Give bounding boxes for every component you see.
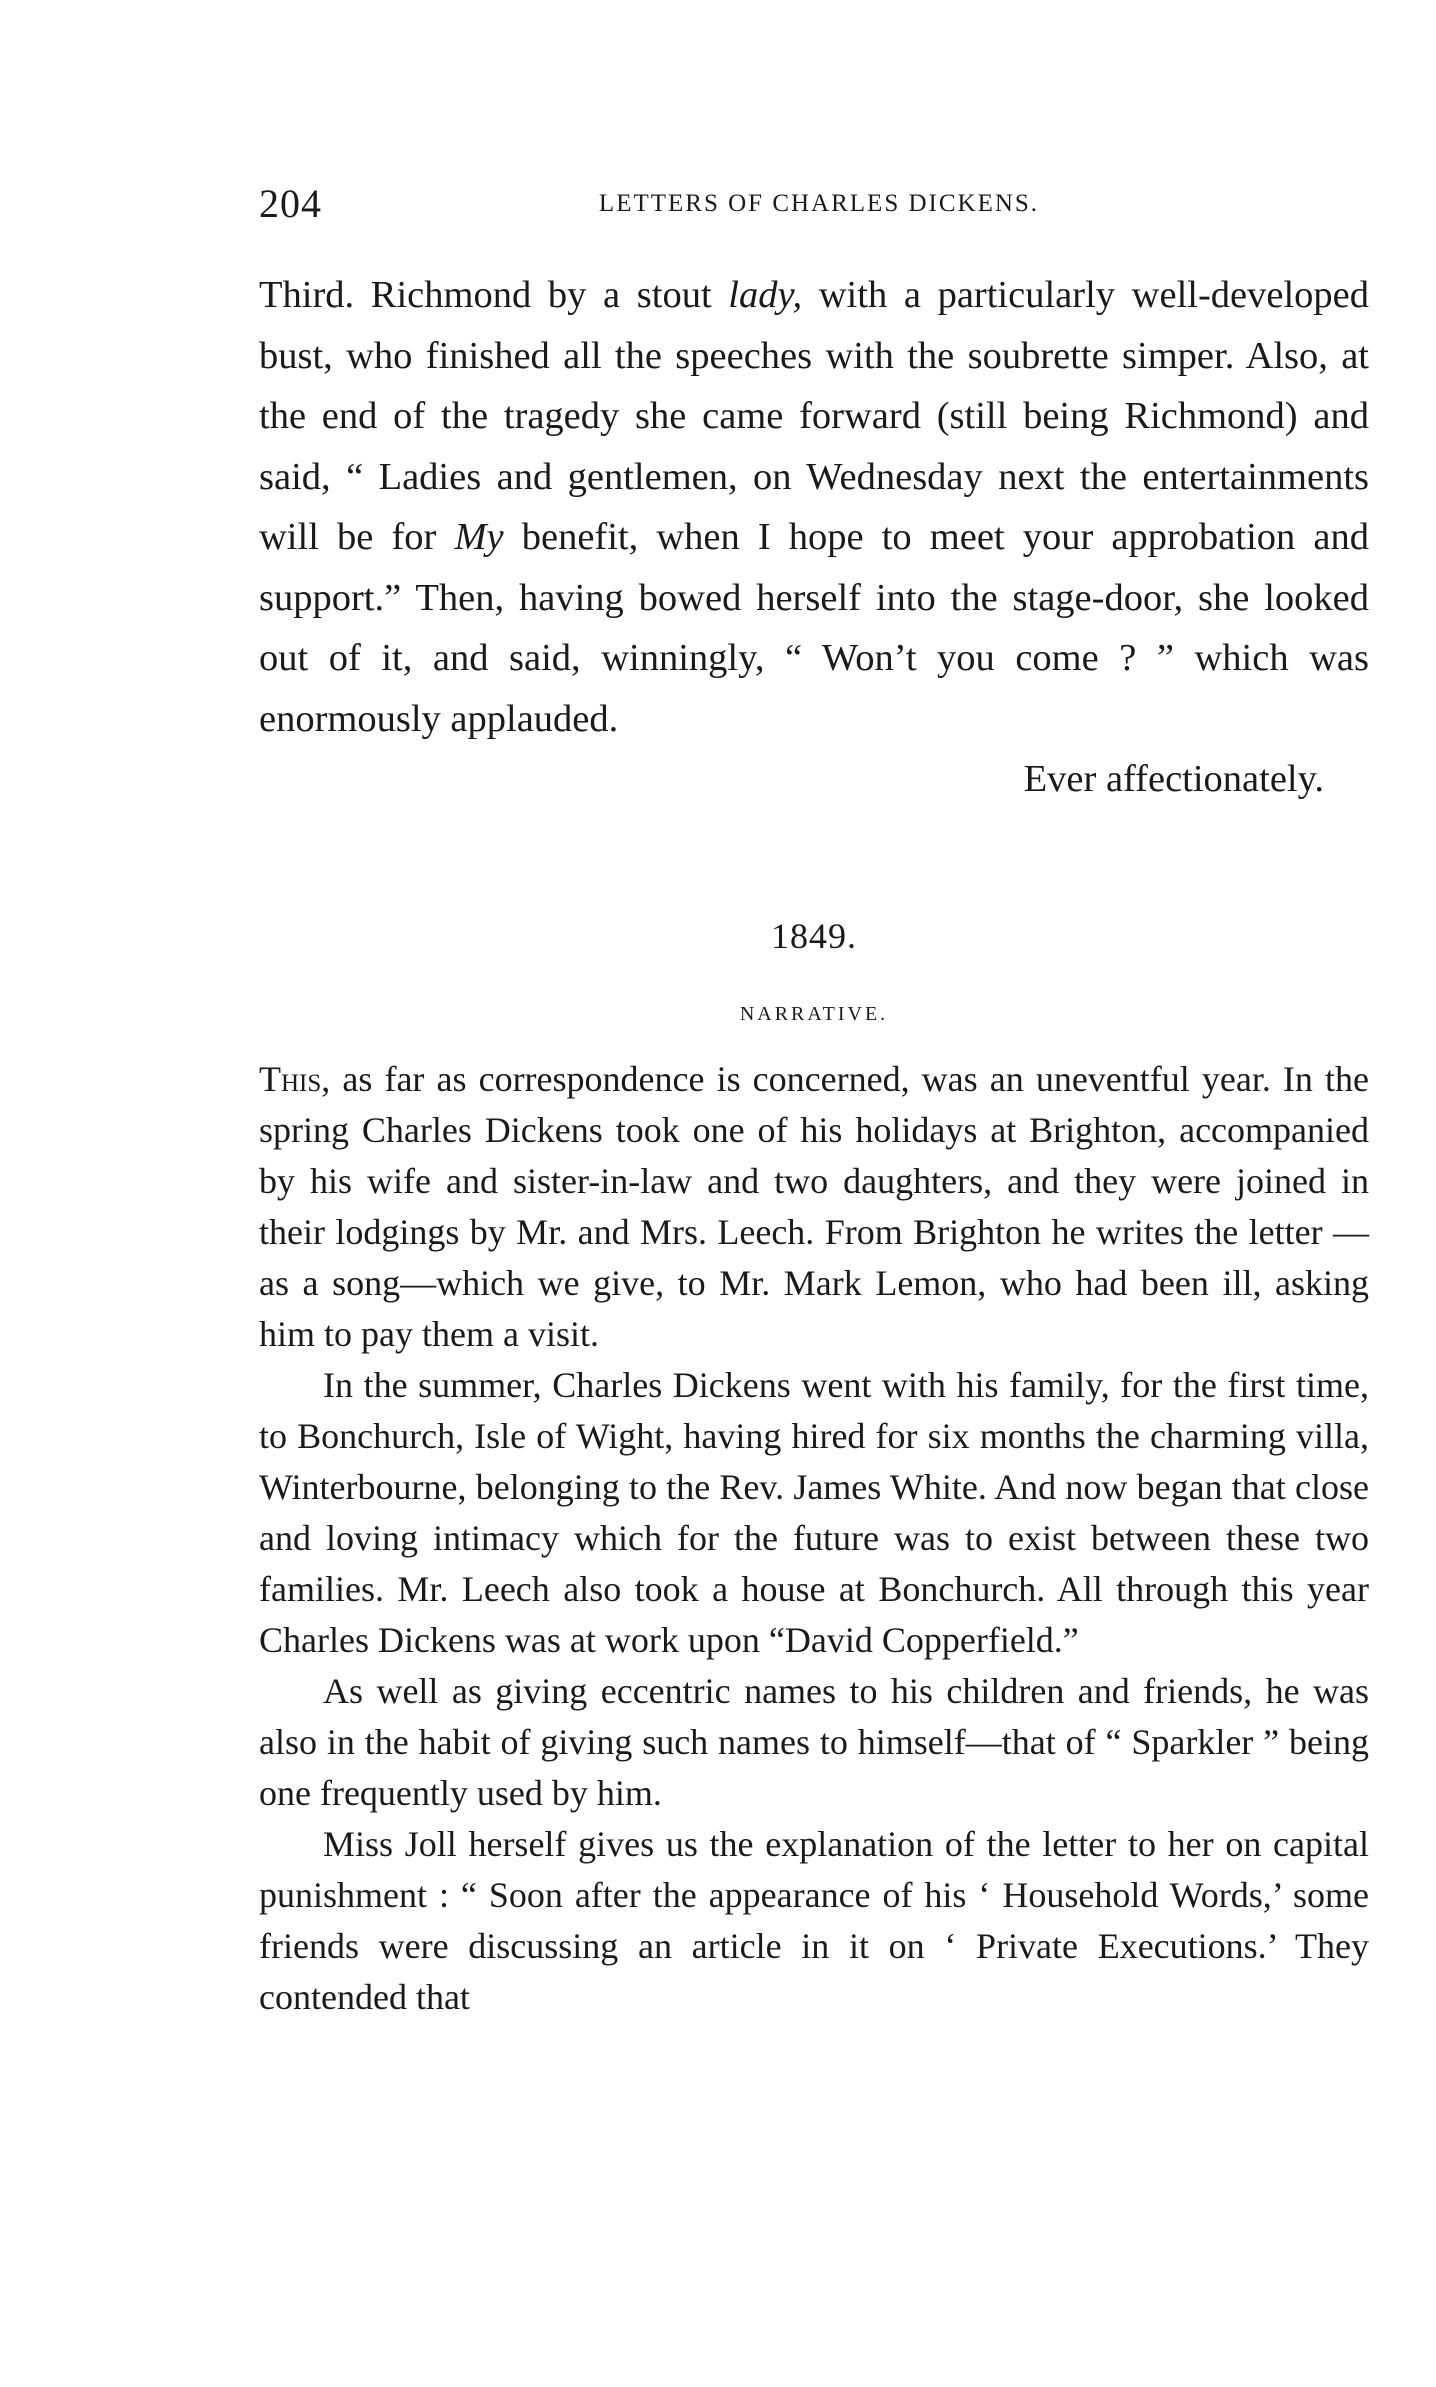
narrative-paragraph-1 [259,1054,1369,1360]
narrative-paragraph-3: As well as giving eccentric names to his children and friends, he was also in the habit of giving such names to himself—that of “ Sparkler ” being one frequently used by him. [259,1670,1369,1813]
running-head [259,180,1369,240]
narrative-paragraph-4: Miss Joll herself gives us the explanation of the letter to her on capital punishment : “ Soon after the appearance of his ‘ Household Words,’ some friends were discussing an article in it on ‘ Private Executions.’ They contended that [259,1823,1369,2017]
narrative-paragraph-1-text: as far as correspondence is concerned, was an uneventful year. In the spring Charles Dickens took one of his holidays at Brighton, accompanied by his wife and sister-in-law and two daughters, and they were joined in their lodgings by Mr. and Mrs. Leech. From Brighton he writes the letter —as a song—which we give, to Mr. Mark Lemon, who had been ill, asking him to pay them a visit. [259,1058,1369,1354]
letter-text-emphasis-2: My [454,516,504,558]
letter-paragraph [259,265,1369,749]
section-year: 1849. [771,915,857,956]
letter-text-part-3: benefit, when I hope to meet your approbation and support.” Then, having bowed herself into the stage-door, she looked out of it, and said, winningly, “ Won’t you come ? ” which was enormously applauded. [259,516,1369,740]
book-page [259,180,1369,2023]
letter-text-part-2: with a particularly well-developed bust, who finished all the speeches with the soubrette simper. Also, at the end of the tragedy she came forward (still being Richmond) and said, “ Ladies and gentlemen, on Wednesday next the entertainments will be for [259,274,1369,558]
page-number: 204 [259,181,322,226]
letter-closing: Ever affectionately. [1023,758,1324,800]
letter-text-part-1: Third. Richmond by a stout [259,274,729,316]
narrative-lead-word: This, [259,1058,331,1099]
narrative-paragraph-2: In the summer, Charles Dickens went with his family, for the first time, to Bonchurch, Isle of Wight, having hired for six months the charming villa, Winterbourne, belonging to the Rev. James White. And now began that close and loving intimacy which for the future was to exist between these two families. Mr. Leech also took a house at Bonchurch. All through this year Charles Dickens was at work upon “David Copperfield.” [259,1364,1369,1660]
section-title: NARRATIVE. [739,1002,889,1025]
running-title: LETTERS OF CHARLES DICKENS. [598,190,1040,217]
letter-text-emphasis-1: lady, [728,274,803,316]
